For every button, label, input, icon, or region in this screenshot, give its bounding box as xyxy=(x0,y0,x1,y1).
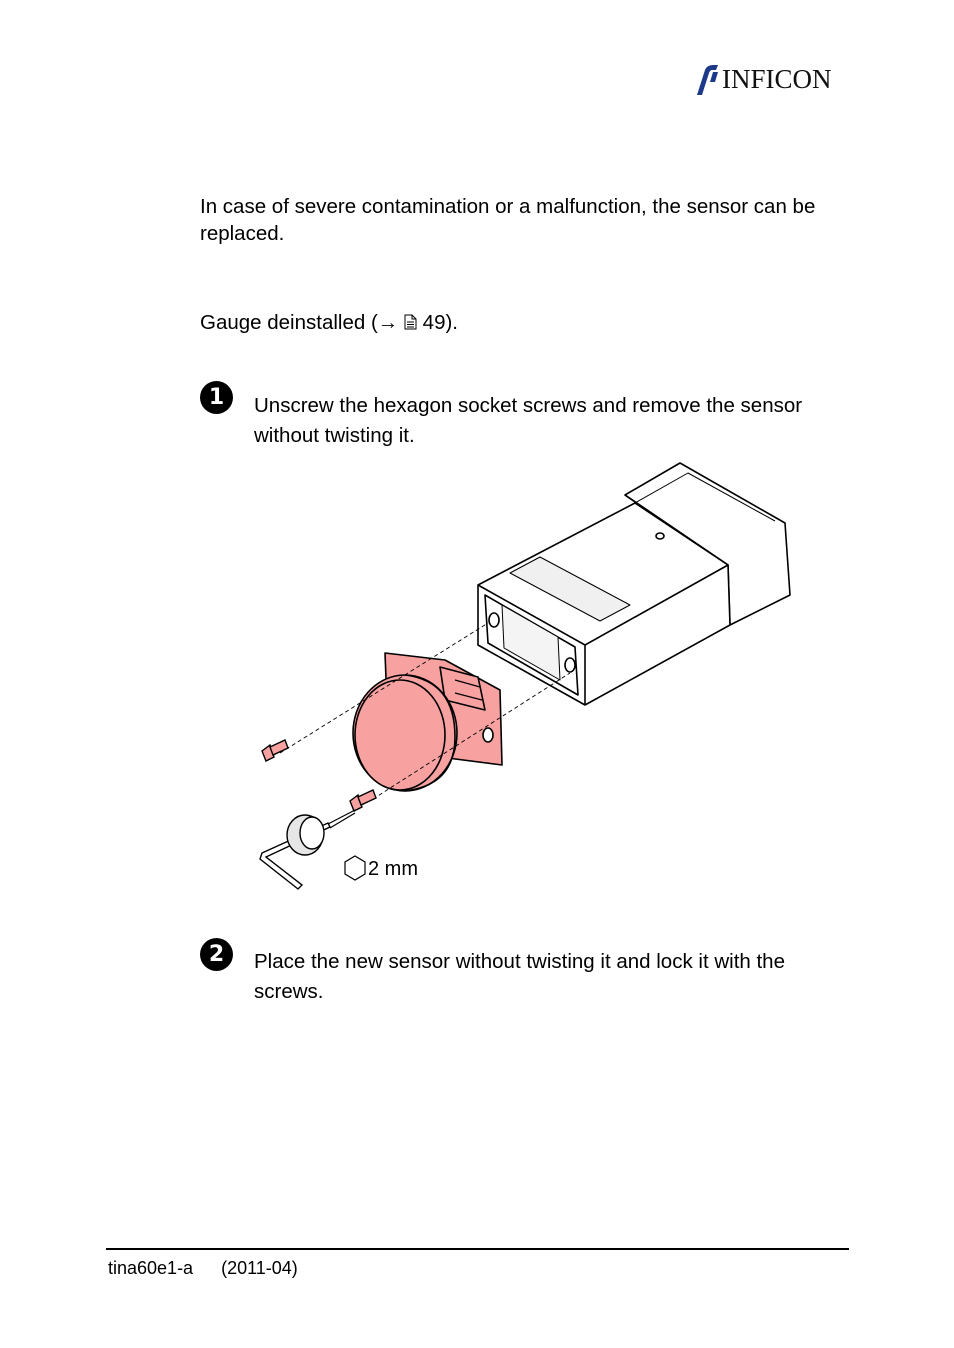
doc-id: tina60e1-a xyxy=(108,1258,194,1278)
tool-size-label xyxy=(342,854,418,882)
page-icon xyxy=(404,314,417,330)
prerequisite-prefix: Gauge deinstalled (→ xyxy=(200,311,404,334)
inficon-logo-mark-icon xyxy=(694,62,722,96)
inficon-logo xyxy=(694,62,846,96)
hex-key-tool xyxy=(260,810,355,889)
footer xyxy=(108,1258,298,1279)
doc-date: (2011-04) xyxy=(221,1258,298,1278)
logo-text: INFICON xyxy=(722,64,832,94)
prerequisite-text xyxy=(200,309,850,336)
step-1-text: Unscrew the hexagon socket screws and remove the sensor without twisting it. xyxy=(254,394,803,447)
screw-2 xyxy=(350,790,376,811)
screw-1 xyxy=(262,740,288,761)
gauge-body xyxy=(478,463,790,705)
intro-paragraph: In case of severe contamination or a malfunction, the sensor can be replaced. xyxy=(200,195,816,245)
hexagon-icon xyxy=(342,854,368,882)
tool-size-text: 2 mm xyxy=(368,858,418,880)
prerequisite-suffix: 49). xyxy=(416,311,459,334)
step-1-marker: 1 xyxy=(200,381,233,414)
step-2-text: Place the new sensor without twisting it and lock it with the screws. xyxy=(254,950,785,1003)
footer-divider xyxy=(106,1248,849,1250)
exploded-view-drawing xyxy=(240,455,800,895)
sensor-part xyxy=(353,653,502,791)
sensor-replacement-figure xyxy=(240,455,800,895)
step-2-marker: 2 xyxy=(200,938,233,971)
